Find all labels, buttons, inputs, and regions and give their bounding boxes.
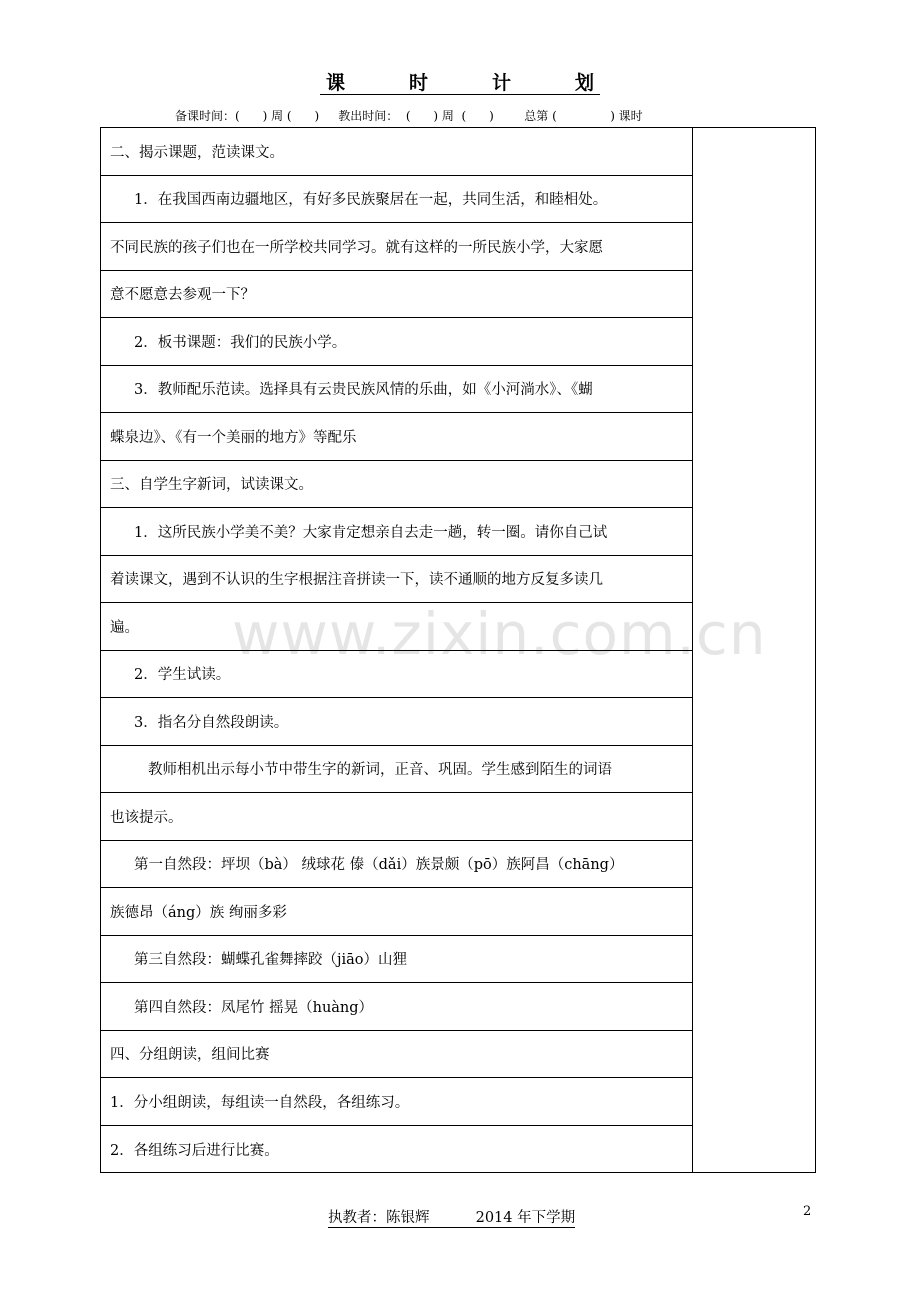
title-char: 计 (486, 72, 569, 95)
table-row: 第三自然段：蝴蝶孔雀舞摔跤（jiāo）山狸 (101, 936, 692, 984)
notes-column-divider (692, 128, 693, 1172)
page-number: 2 (803, 1204, 812, 1219)
table-row: 2．学生试读。 (101, 651, 692, 699)
table-row: 第四自然段：凤尾竹 摇晃（huàng） (101, 983, 692, 1031)
table-row: 2．板书课题：我们的民族小学。 (101, 318, 692, 366)
table-row: 也该提示。 (101, 793, 692, 841)
schedule-line: 备课时间：( ) 周 ( ) 教出时间： ( ) 周 ( ) 总第 ( ) 课时 (175, 109, 643, 123)
table-content-column (101, 128, 692, 1173)
table-row: 第一自然段：坪坝（bà） 绒球花 傣（dǎi）族景颇（pō）族阿昌（chāng） (101, 841, 692, 889)
title-char: 划 (569, 72, 600, 95)
title-char: 课 (320, 72, 403, 95)
watermark: www.zixin.com.cn (232, 600, 767, 668)
table-row: 三、自学生字新词，试读课文。 (101, 461, 692, 509)
lesson-plan-table (100, 127, 816, 1173)
table-row: 遍。 (101, 603, 692, 651)
table-row: 着读课文，遇到不认识的生字根据注音拼读一下，读不通顺的地方反复多读几 (101, 556, 692, 604)
table-row: 四、分组朗读，组间比赛 (101, 1031, 692, 1079)
table-row: 二、揭示课题，范读课文。 (101, 128, 692, 176)
table-row: 族德昂（áng）族 绚丽多彩 (101, 888, 692, 936)
table-row: 3．教师配乐范读。选择具有云贵民族风情的乐曲，如《小河淌水》、《蝴 (101, 366, 692, 414)
table-row: 不同民族的孩子们也在一所学校共同学习。就有这样的一所民族小学，大家愿 (101, 223, 692, 271)
table-row: 2．各组练习后进行比赛。 (110, 1142, 279, 1159)
footer-teacher-term: 执教者：陈银辉 2014 年下学期 (328, 1206, 575, 1228)
title-char: 时 (403, 72, 486, 95)
table-row: 1．这所民族小学美不美？大家肯定想亲自去走一趟，转一圈。请你自己试 (101, 508, 692, 556)
table-row: 教师相机出示每小节中带生字的新词，正音、巩固。学生感到陌生的词语 (101, 746, 692, 794)
table-row: 3．指名分自然段朗读。 (101, 698, 692, 746)
table-row: 1．分小组朗读，每组读一自然段，各组练习。 (101, 1078, 692, 1126)
page-title (0, 68, 920, 95)
table-row: 1．在我国西南边疆地区，有好多民族聚居在一起，共同生活，和睦相处。 (101, 176, 692, 224)
table-row: 蝶泉边》、《有一个美丽的地方》等配乐 (101, 413, 692, 461)
table-row: 意不愿意去参观一下？ (101, 271, 692, 319)
